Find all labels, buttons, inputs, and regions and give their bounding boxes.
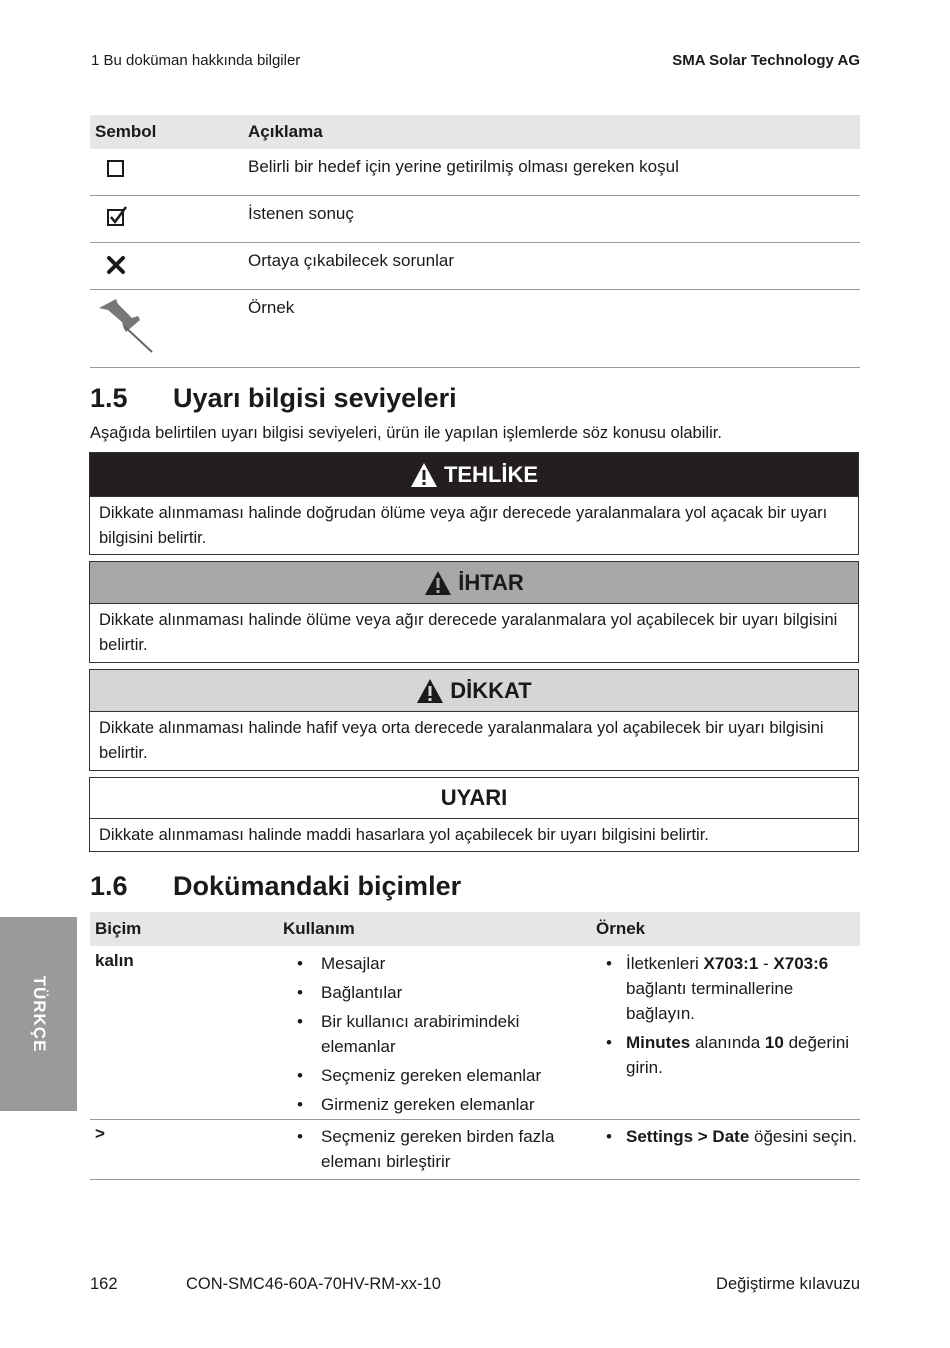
warning-box-title xyxy=(90,453,858,496)
list-item: • Settings > Date öğesini seçin. xyxy=(596,1124,860,1149)
format-table-header xyxy=(90,912,860,946)
document-id: CON-SMC46-60A-70HV-RM-xx-10 xyxy=(186,1275,441,1293)
header-example: Örnek xyxy=(596,919,646,938)
list-item: • Seçmeniz gereken birden fazla elemanı birleştirir xyxy=(283,1124,591,1174)
table-row xyxy=(90,1120,860,1180)
list-item: • Girmeniz gereken elemanlar xyxy=(283,1092,591,1117)
format-table xyxy=(90,912,860,1180)
table-row xyxy=(90,149,860,196)
header-description: Açıklama xyxy=(248,122,323,141)
pushpin-icon xyxy=(96,296,156,356)
header-usage: Kullanım xyxy=(283,919,355,938)
list-item: • İletkenleri X703:1 - X703:6 bağlantı terminallerine bağlayın. xyxy=(596,951,860,1026)
list-item: • Minutes alanında 10 değerini girin. xyxy=(596,1030,860,1080)
language-label: TÜRKÇE xyxy=(29,975,49,1053)
format-name: kalın xyxy=(95,951,134,970)
section-number: 1.5 xyxy=(90,383,128,413)
section-intro: Aşağıda belirtilen uyarı bilgisi seviyeleri, ürün ile yapılan işlemlerde söz konusu olabilir. xyxy=(90,424,722,442)
warning-box-title xyxy=(90,670,858,711)
warning-box-warning xyxy=(89,561,859,663)
table-row xyxy=(90,243,860,290)
page-number: 162 xyxy=(90,1275,118,1293)
cross-icon xyxy=(106,255,126,275)
warning-level-label: DİKKAT xyxy=(450,677,532,703)
checked-checkbox-icon xyxy=(106,206,128,228)
warning-triangle-icon xyxy=(424,570,452,596)
table-row xyxy=(90,946,860,1120)
header-format: Biçim xyxy=(95,919,142,938)
language-side-tab xyxy=(0,917,77,1111)
section-heading-1-6 xyxy=(90,871,461,902)
format-name: > xyxy=(95,1124,105,1143)
section-heading-1-5 xyxy=(90,383,457,414)
warning-box-danger xyxy=(89,452,859,555)
warning-box-text: Dikkate alınmaması halinde doğrudan ölüme veya ağır derecede yaralanmalara yol açacak bir uyarı bilgisini belirtir. xyxy=(90,496,858,556)
warning-triangle-icon xyxy=(410,462,438,488)
example-list xyxy=(596,951,860,1080)
symbol-description: Örnek xyxy=(248,298,295,317)
header-symbol: Sembol xyxy=(95,122,157,141)
empty-checkbox-icon xyxy=(106,159,126,179)
warning-triangle-icon xyxy=(416,678,444,704)
example-list xyxy=(596,1124,860,1149)
section-title: Dokümandaki biçimler xyxy=(173,871,462,901)
header-section-title: 1 Bu doküman hakkında bilgiler xyxy=(91,52,301,69)
list-item: • Mesajlar xyxy=(283,951,591,976)
table-row xyxy=(90,290,860,368)
warning-box-caution xyxy=(89,669,859,771)
warning-level-label: İHTAR xyxy=(458,569,524,595)
section-number: 1.6 xyxy=(90,871,128,901)
symbol-table xyxy=(90,115,860,368)
warning-box-text: Dikkate alınmaması halinde maddi hasarlara yol açabilecek bir uyarı bilgisini belirtir. xyxy=(90,818,858,853)
section-title: Uyarı bilgisi seviyeleri xyxy=(173,383,457,413)
list-item: • Bağlantılar xyxy=(283,980,591,1005)
symbol-description: İstenen sonuç xyxy=(248,204,354,223)
warning-box-title xyxy=(90,778,858,818)
document-type: Değiştirme kılavuzu xyxy=(716,1275,860,1293)
warning-box-notice xyxy=(89,777,859,852)
warning-level-label: UYARI xyxy=(440,785,508,810)
header-company: SMA Solar Technology AG xyxy=(672,52,860,69)
symbol-description: Belirli bir hedef için yerine getirilmiş olması gereken koşul xyxy=(248,157,679,176)
symbol-table-header xyxy=(90,115,860,149)
list-item: • Seçmeniz gereken elemanlar xyxy=(283,1063,591,1088)
warning-box-text: Dikkate alınmaması halinde ölüme veya ağır derecede yaralanmalara yol açabilecek bir uyarı bilgisini belirtir. xyxy=(90,603,858,663)
usage-list xyxy=(283,1124,591,1174)
list-item: • Bir kullanıcı arabirimindeki elemanlar xyxy=(283,1009,591,1059)
table-row xyxy=(90,196,860,243)
symbol-description: Ortaya çıkabilecek sorunlar xyxy=(248,251,454,270)
warning-box-title xyxy=(90,562,858,603)
warning-level-label: TEHLİKE xyxy=(443,461,539,487)
warning-box-text: Dikkate alınmaması halinde hafif veya orta derecede yaralanmalara yol açabilecek bir uyarı bilgisini belirtir. xyxy=(90,711,858,771)
usage-list xyxy=(283,951,591,1117)
